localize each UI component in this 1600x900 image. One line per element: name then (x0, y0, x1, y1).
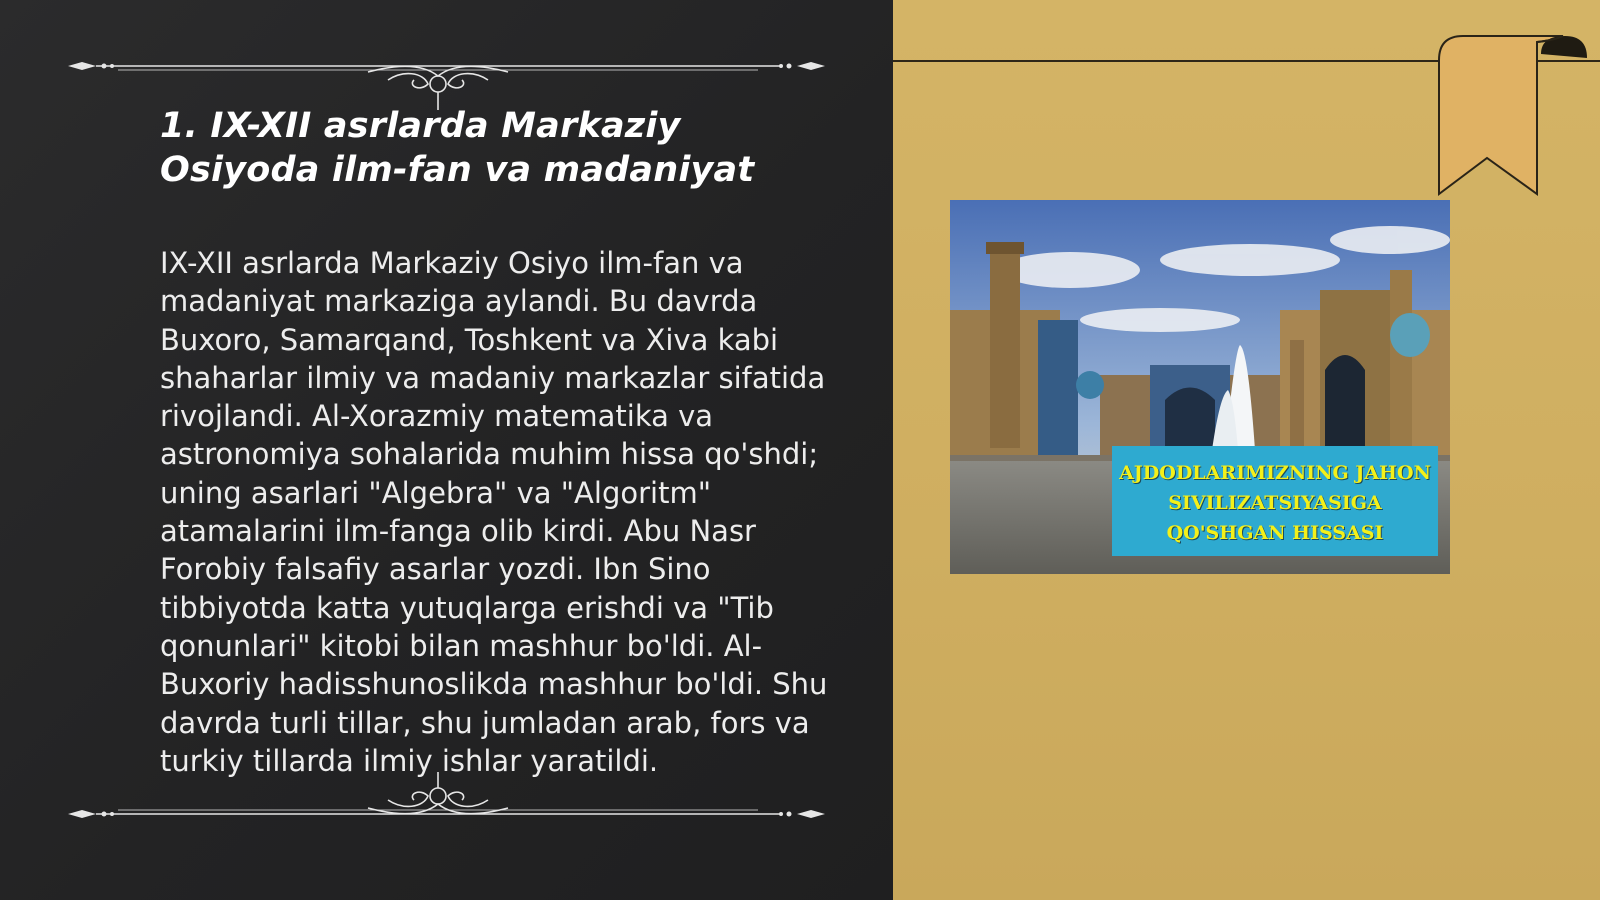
bookmark-ribbon-icon (1437, 34, 1600, 198)
photo-caption (1112, 446, 1438, 556)
caption-line: AJDODLARIMIZNING JAHON (1119, 462, 1431, 484)
slide-body-text: IX-XII asrlarda Markaziy Osiyo ilm-fan va madaniyat markaziga aylandi. Bu davrda Buxoro, Samarqand, Toshkent va Xiva kabi shaharlar ilmiy va madaniy markazlar sifatida rivojlandi. Al-Xorazmiy matematika va astronomiya sohalarida muhim hissa qo'shdi; uning asarlari "Algebra" va "Algoritm" atamalarini ilm-fanga olib kirdi. Abu Nasr Forobiy falsafiy asarlar yozdi. Ibn Sino tibbiyotda katta yutuqlarga erishdi va "Tib qonunlari" kitobi bilan mashhur bo'ldi. Al-Buxoriy hadisshunoslikda mashhur bo'ldi. Shu davrda turli tillar, shu jumladan arab, fors va turkiy tillarda ilmiy ishlar yaratildi. (160, 246, 828, 778)
caption-line: SIVILIZATSIYASIGA (1168, 492, 1382, 514)
slide-title: 1. IX-XII asrlarda Markaziy Osiyoda ilm-fan va madaniyat (160, 106, 755, 190)
caption-line: QO'SHGAN HISSASI (1166, 522, 1384, 544)
bottom-ornament-divider (68, 772, 825, 832)
registan-photo (950, 200, 1450, 574)
top-ornament-divider (68, 50, 825, 110)
